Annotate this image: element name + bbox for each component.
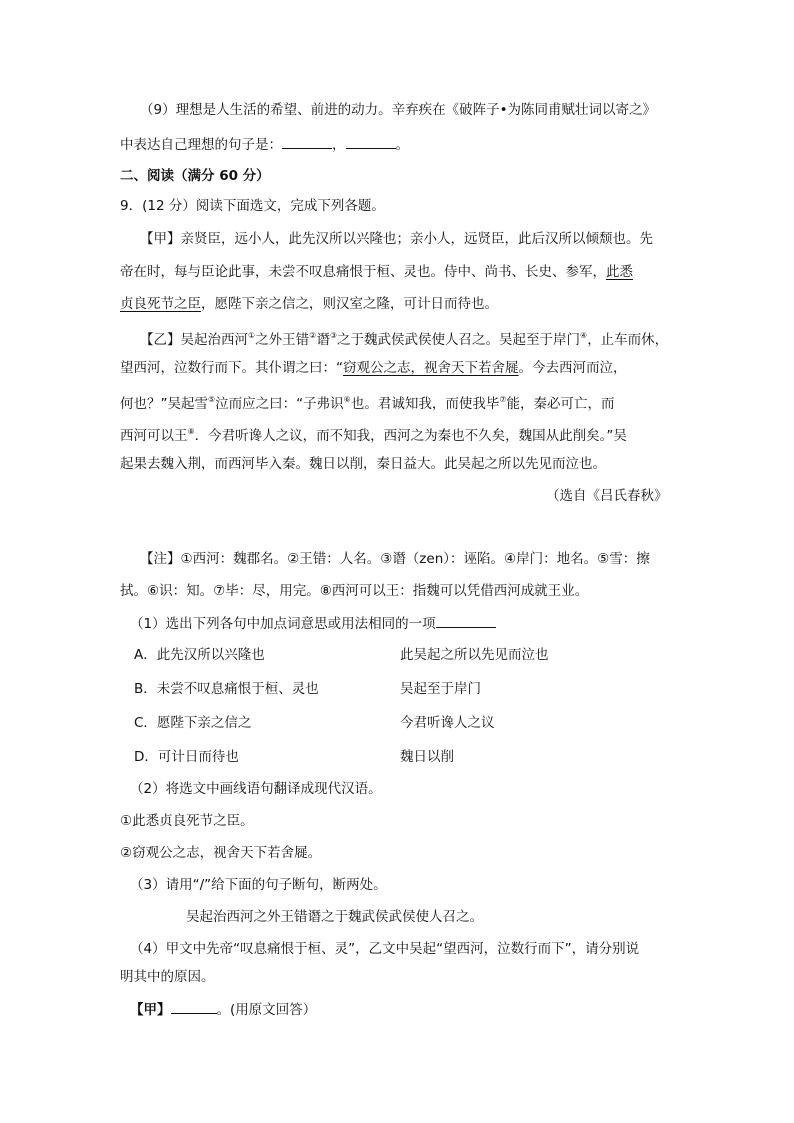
jia-underlined-part1: 此悉 [606, 264, 633, 280]
footnote-marker: ⑧ [187, 427, 195, 436]
footnote-marker: ⑤ [208, 395, 216, 404]
q9-item-prefix: 中表达自己理想的句子是： [120, 137, 282, 153]
yi-line1 [140, 326, 668, 350]
q9-item-line2 [120, 134, 409, 155]
sub1-option-b-right: 吴起至于岸门 [400, 681, 481, 697]
yi-text: 【乙】吴起治西河 [140, 332, 248, 348]
sub4-line1: （4）甲文中先帝“叹息痛恨于桓、灵”，乙文中吴起“望西河，泣数行而下”，请分别说 [130, 941, 640, 957]
sub1-option-d-right: 魏日以削 [400, 749, 454, 765]
yi-underlined: 窃观公之志，视舍天下若舍屣 [343, 360, 519, 376]
yi-source: （选自《吕氏春秋》 [546, 488, 668, 504]
jia-line1: 【甲】亲贤臣，远小人，此先汉所以兴隆也；亲小人，远贤臣，此后汉所以倾颓也。先 [140, 231, 653, 247]
jia-line2-text: 帝在时，每与臣论此事，未尝不叹息痛恨于桓、灵也。侍中、尚书、长史、参军， [120, 264, 606, 280]
yi-text: 也。君诚知我，而使我毕 [350, 396, 500, 412]
yi-text: 之于魏武侯武侯使人召之。吴起至于岸门 [337, 332, 581, 348]
sub2-prompt: （2）将选文中画线语句翻译成现代汉语。 [130, 781, 382, 797]
jia-line2 [120, 262, 633, 282]
footnote-marker: ① [248, 331, 256, 340]
yi-text: 泣而应之曰：“子弗识 [215, 396, 344, 412]
note-line1: 【注】①西河：魏郡名。②王错：人名。③谮（zen）：诬陷。④岸门：地名。⑤雪：擦 [140, 551, 650, 567]
yi-text: ，止车而休， [587, 332, 669, 348]
jia-underlined-part2: 贞良死节之臣 [120, 296, 201, 312]
footnote-marker: ② [309, 331, 317, 340]
answer-blank-2[interactable] [346, 134, 396, 149]
footnote-marker: ⑥ [343, 395, 351, 404]
yi-text: 西河可以王 [120, 428, 188, 444]
yi-line5: 起果去魏入荆，而西河毕入秦。魏日以削，秦日益大。此吴起之所以先见而泣也。 [120, 456, 606, 472]
footnote-marker: ③ [329, 331, 338, 340]
note-line2: 拭。⑥识：知。⑦毕：尽，用完。⑧西河可以王：指魏可以凭借西河成就王业。 [120, 583, 589, 599]
comma: ， [332, 137, 346, 153]
yi-text: 之外王错 [255, 332, 310, 348]
sub1-prompt [130, 613, 496, 634]
yi-text: 谮 [316, 332, 330, 348]
footnote-marker: ⑦ [499, 395, 507, 404]
sub4-jia-suffix: 。(用原文回答） [216, 1002, 317, 1018]
sub1-option-c-right: 今君听谗人之议 [400, 715, 495, 731]
jia-line3-text: ，愿陛下亲之信之，则汉室之隆，可计日而待也。 [201, 296, 498, 312]
sub1-option-c-left: C．愿陛下亲之信之 [134, 715, 252, 731]
sub1-answer-blank[interactable] [436, 613, 496, 628]
answer-blank-1[interactable] [282, 134, 332, 149]
sub2-sentence1: ①此悉贞良死节之臣。 [120, 813, 254, 829]
yi-text: 何也？”吴起雪 [120, 396, 208, 412]
yi-text: ．今君听谗人之议，而不知我，西河之为秦也不久矣，魏国从此削矣。”吴 [194, 428, 627, 444]
sub3-prompt: （3）请用“/”给下面的句子断句，断两处。 [130, 877, 387, 893]
sub1-option-b-left: B．未尝不叹息痛恨于桓、灵也 [134, 681, 319, 697]
sub4-jia-label: 【甲】 [130, 1002, 171, 1018]
sub1-option-d-left: D．可计日而待也 [134, 749, 239, 765]
sub1-prompt-text: （1）选出下列各句中加点词意思或用法相同的一项 [130, 616, 436, 632]
section2-title: 二、阅读（满分 60 分） [120, 168, 270, 184]
q9-item-line1: （9）理想是人生活的希望、前进的动力。辛弃疾在《破阵子•为陈同甫赋壮词以寄之》 [140, 102, 657, 118]
sub3-sentence: 吴起治西河之外王错谮之于魏武侯武侯使人召之。 [186, 909, 483, 925]
sub4-jia-answer-blank[interactable] [171, 999, 217, 1014]
yi-text: 望西河，泣数行而下。其仆谓之曰：“ [120, 360, 343, 376]
yi-line3 [120, 390, 615, 414]
yi-text: 能，秦必可亡，而 [506, 396, 615, 412]
yi-line4 [120, 422, 627, 446]
question9-header: 9．(12 分）阅读下面选文，完成下列各题。 [120, 198, 385, 214]
yi-text: 。今去西河而泣， [518, 360, 627, 376]
period: 。 [395, 137, 409, 153]
sub1-option-a-left: A．此先汉所以兴隆也 [134, 647, 265, 663]
footnote-marker: ④ [580, 331, 588, 340]
jia-line3 [120, 294, 498, 314]
sub4-jia-answer [130, 999, 316, 1020]
sub1-option-a-right: 此吴起之所以先见而泣也 [400, 647, 549, 663]
sub2-sentence2: ②窃观公之志，视舍天下若舍屣。 [120, 845, 322, 861]
sub4-line2: 明其中的原因。 [120, 969, 215, 985]
yi-line2 [120, 358, 627, 378]
